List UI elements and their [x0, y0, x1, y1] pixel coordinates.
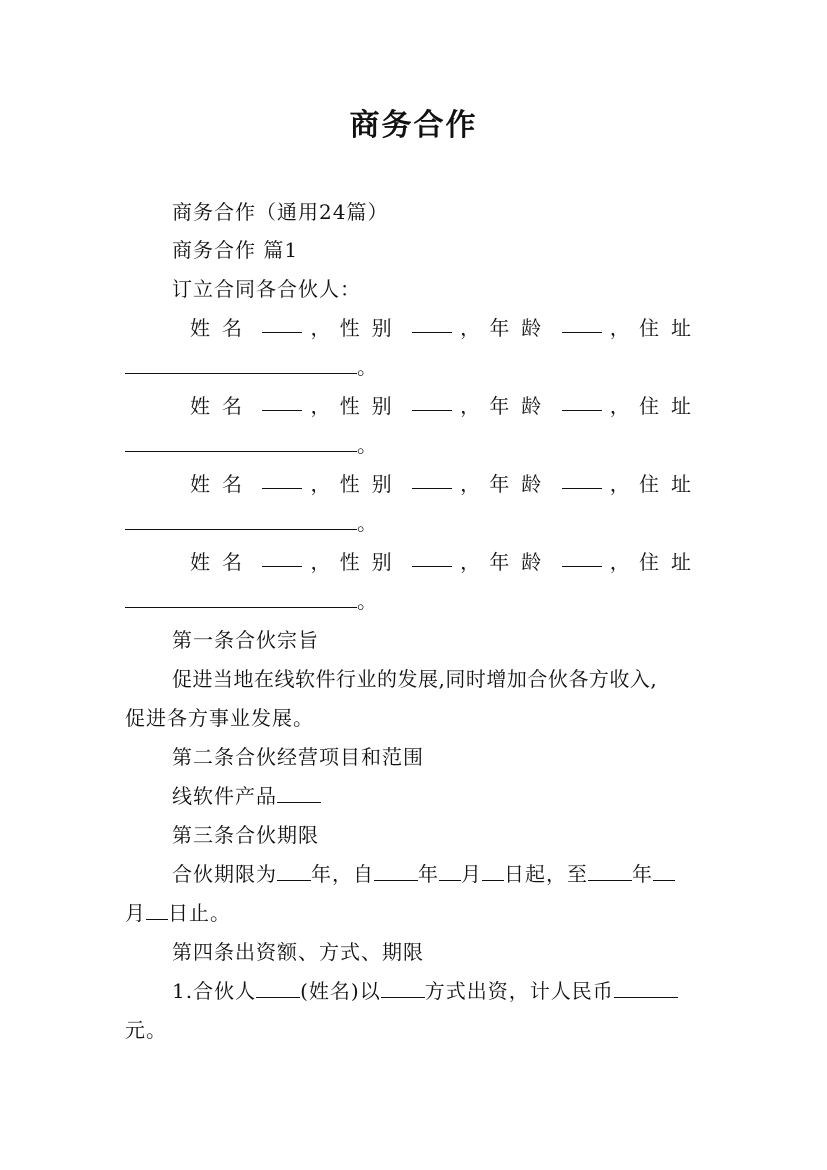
name-label: 姓名 [190, 472, 254, 496]
party-row [190, 548, 703, 576]
article-1-heading: 第一条合伙宗旨 [172, 628, 319, 652]
gender-label: 性别 [339, 472, 404, 496]
blank [653, 862, 675, 881]
blank [277, 784, 321, 803]
separator: ， [310, 394, 332, 418]
age-label: 年龄 [489, 394, 554, 418]
article-4-heading: 第四条出资额、方式、期限 [172, 940, 424, 964]
address-row [125, 431, 703, 459]
blank [374, 862, 418, 881]
separator: ， [460, 316, 482, 340]
separator: ， [460, 550, 482, 574]
name-blank [262, 314, 302, 333]
party-row [190, 392, 703, 420]
article-4-body-cont: 元。 [125, 1018, 167, 1042]
blank [381, 979, 425, 998]
separator: ， [310, 550, 332, 574]
age-label: 年龄 [489, 550, 554, 574]
separator: ， [609, 472, 631, 496]
name-label: 姓名 [190, 550, 254, 574]
address-blank [125, 355, 357, 374]
address-row [125, 353, 703, 381]
address-row [125, 587, 703, 615]
address-label: 住址 [638, 394, 703, 418]
period: 。 [357, 433, 378, 457]
article-3-body-cont [125, 899, 703, 927]
blank [482, 862, 504, 881]
separator: ， [460, 472, 482, 496]
blank [439, 862, 461, 881]
period: 。 [357, 511, 378, 535]
article-3-heading: 第三条合伙期限 [172, 823, 319, 847]
address-label: 住址 [638, 550, 703, 574]
age-label: 年龄 [489, 472, 554, 496]
age-blank [562, 314, 602, 333]
address-blank [125, 511, 357, 530]
article-2-text: 线软件产品 [172, 784, 277, 808]
text: 年 [632, 862, 653, 886]
text: 日止。 [168, 901, 231, 925]
age-blank [562, 548, 602, 567]
address-label: 住址 [638, 472, 703, 496]
blank [146, 901, 168, 920]
text: 月 [461, 862, 482, 886]
article-3-body [172, 860, 703, 888]
name-blank [262, 548, 302, 567]
name-label: 姓名 [190, 394, 254, 418]
party-row [190, 314, 703, 342]
blank [614, 979, 678, 998]
document-title: 商务合作 [349, 108, 478, 143]
gender-label: 性别 [339, 550, 404, 574]
gender-blank [412, 314, 452, 333]
blank [256, 979, 300, 998]
text: 1.合伙人 [172, 979, 257, 1003]
text: 日起，至 [504, 862, 588, 886]
address-blank [125, 589, 357, 608]
gender-blank [412, 392, 452, 411]
separator: ， [310, 316, 332, 340]
age-blank [562, 392, 602, 411]
party-row [190, 470, 703, 498]
separator: ， [609, 316, 631, 340]
article-4-body [172, 977, 703, 1005]
text: (姓名)以 [300, 979, 381, 1003]
gender-blank [412, 548, 452, 567]
article-1-body: 促进当地在线软件行业的发展,同时增加合伙各方收入, [172, 667, 658, 691]
article-1-body-cont: 促进各方事业发展。 [125, 706, 314, 730]
gender-label: 性别 [339, 394, 404, 418]
age-label: 年龄 [489, 316, 554, 340]
age-blank [562, 470, 602, 489]
text: 月 [125, 901, 146, 925]
text: 年 [418, 862, 439, 886]
address-row [125, 509, 703, 537]
section-heading: 商务合作 篇1 [172, 238, 299, 262]
name-blank [262, 470, 302, 489]
document-subtitle: 商务合作（通用24篇） [172, 200, 389, 224]
blank [588, 862, 632, 881]
text: 合伙期限为 [172, 862, 277, 886]
intro-text: 订立合同各合伙人： [172, 277, 361, 301]
blank [277, 862, 311, 881]
separator: ， [310, 472, 332, 496]
separator: ， [460, 394, 482, 418]
separator: ， [609, 394, 631, 418]
article-2-heading: 第二条合伙经营项目和范围 [172, 745, 424, 769]
name-label: 姓名 [190, 316, 254, 340]
address-blank [125, 433, 357, 452]
address-label: 住址 [638, 316, 703, 340]
text: 方式出资，计人民币 [424, 979, 614, 1003]
gender-blank [412, 470, 452, 489]
name-blank [262, 392, 302, 411]
separator: ， [609, 550, 631, 574]
article-2-body [172, 782, 703, 810]
text: 年，自 [311, 862, 374, 886]
period: 。 [357, 355, 378, 379]
gender-label: 性别 [339, 316, 404, 340]
period: 。 [357, 589, 378, 613]
